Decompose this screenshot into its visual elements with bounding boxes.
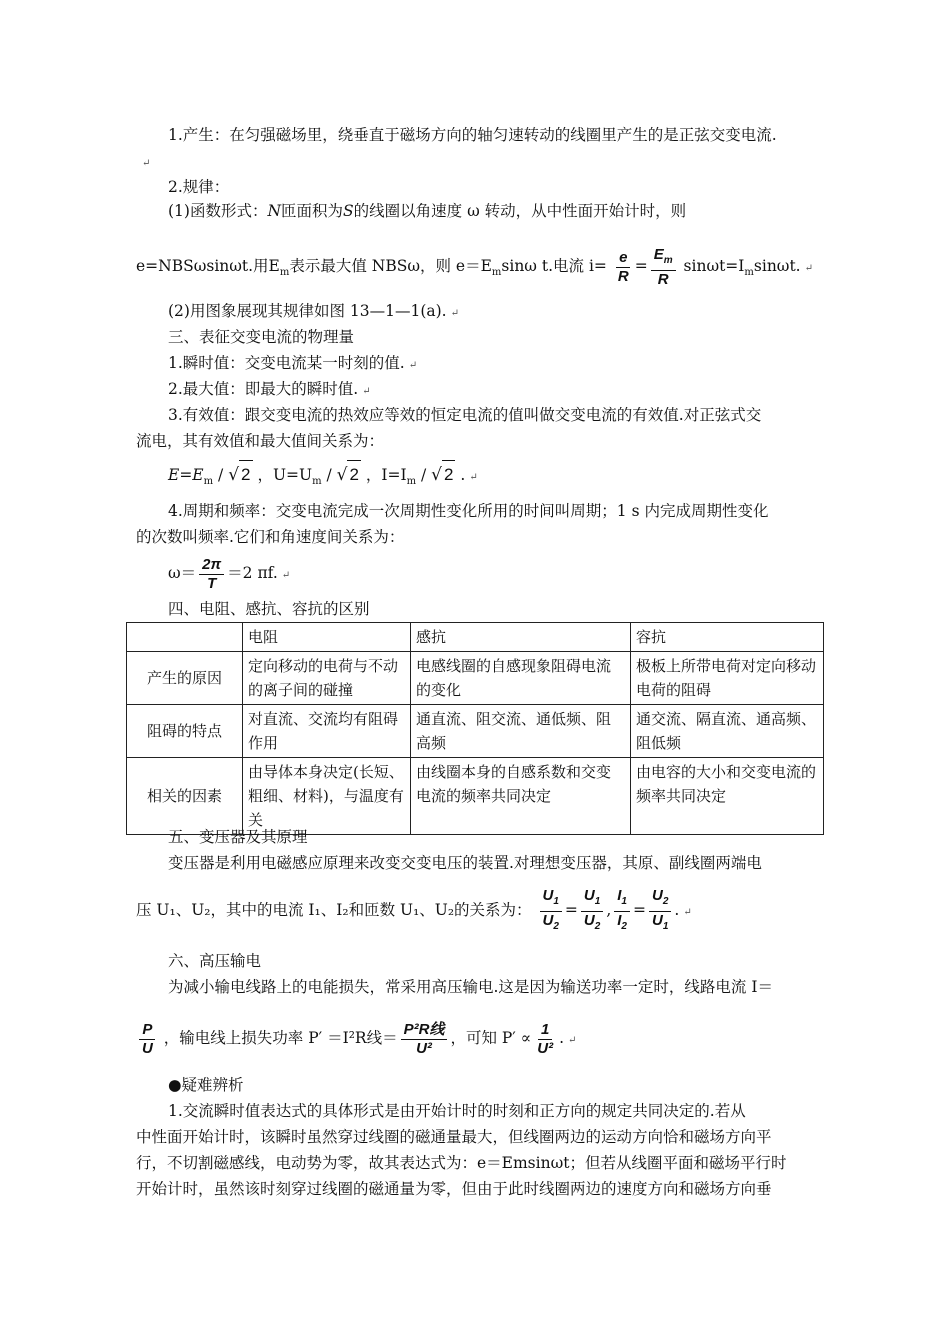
section-3-title: 三、表征交变电流的物理量 (168, 328, 355, 346)
table-cell: 电感线圈的自感现象阻碍电流的变化 (411, 652, 631, 705)
effective-value-1: 3.有效值：跟交变电流的热效应等效的恒定电流的值叫做交变电流的有效值.对正弦式交 (168, 406, 762, 424)
row-label: 阻碍的特点 (127, 705, 243, 758)
instantaneous-value: 1.瞬时值：交变电流某一时刻的值. ↵ (168, 354, 418, 372)
table-header-cell: 容抗 (631, 623, 824, 652)
period-frequency-2: 的次数叫频率.它们和角速度间关系为： (136, 528, 405, 546)
difficulty-title: ●疑难辨析 (168, 1076, 244, 1094)
table-header-cell: 感抗 (411, 623, 631, 652)
transformer-para-1: 变压器是利用电磁感应原理来改变交变电压的装置.对理想变压器，其原、副线圈两端电 (168, 854, 762, 872)
table-row (127, 758, 824, 835)
table-header-cell: 电阻 (243, 623, 411, 652)
fraction-n2-n1: $\frac{U_2}{U_1}$ (649, 887, 671, 936)
section-6-title: 六、高压输电 (168, 952, 262, 970)
table-header-row (127, 623, 824, 652)
omega-formula: ω＝ $\frac{2\pi}{T}$ ＝2 πf. ↵ (168, 555, 291, 592)
para-graph: (2)用图象展现其规律如图 13—1—1(a). ↵ (168, 302, 459, 320)
difficulty-line-2: 中性面开始计时，该瞬时虽然穿过线圈的磁通量最大，但线圈两边的运动方向恰和磁场方向平 (136, 1128, 772, 1146)
table-cell: 由电容的大小和交变电流的频率共同决定 (631, 758, 824, 835)
fraction-e-over-r: $\frac{e}{R}$ (617, 248, 629, 285)
table-row (127, 705, 824, 758)
effective-value-2: 流电，其有效值和最大值间关系为： (136, 432, 385, 450)
table-row (127, 652, 824, 705)
fraction-em-over-r: $\frac{E_m}{R}$ (651, 246, 676, 289)
section-5-title: 五、变压器及其原理 (168, 828, 308, 846)
table-cell: 对直流、交流均有阻碍作用 (243, 705, 411, 758)
table-cell: 由线圈本身的自感系数和交变电流的频率共同决定 (411, 758, 631, 835)
table-cell: 由导体本身决定(长短、粗细、材料)，与温度有关 (243, 758, 411, 835)
period-frequency-1: 4.周期和频率：交变电流完成一次周期性变化所用的时间叫周期；1 s 内完成周期性变化 (168, 502, 769, 520)
transformer-para-2: 压 U₁、U₂，其中的电流 I₁、I₂和匝数 U₁、U₂的关系为： $\frac{U_1}{U_2}$ = $\frac{U_1}{U_2}$ , $\frac{I_1}{I_2}$ = $\frac{U_2}{U_1}$ . ↵ (136, 886, 692, 937)
comparison-table (126, 622, 824, 835)
para-function-form: (1)函数形式：N匝面积为S的线圈以角速度 ω 转动，从中性面开始计时，则 (168, 202, 687, 220)
return-mark: ↵ (142, 158, 151, 169)
row-label: 相关的因素 (127, 758, 243, 835)
table-cell: 通交流、隔直流、通高频、阻低频 (631, 705, 824, 758)
fraction-1-over-u2: $\frac{1}{\text{U²}}$ (537, 1020, 554, 1057)
para-law: 2.规律： (168, 178, 230, 196)
section-4-title: 四、电阻、感抗、容抗的区别 (168, 600, 370, 618)
effective-formula: $E=E_m$ / √ 2 ，$U=U_m$ / √ 2 ，$I=I_m$ / √ 2 . ↵ (168, 460, 478, 496)
max-value: 2.最大值：即最大的瞬时值. ↵ (168, 380, 371, 398)
row-label: 产生的原因 (127, 652, 243, 705)
fraction-p2r-over-u2: $\frac{\text{P²R线}}{\text{U²}}$ (401, 1021, 448, 1058)
fraction-i1-i2: $\frac{I_1}{I_2}$ (614, 887, 630, 936)
table-cell: 定向移动的电荷与不动的离子间的碰撞 (243, 652, 411, 705)
fraction-2pi-over-t: $\frac{2\pi}{T}$ (199, 556, 224, 593)
para-generation: 1.产生：在匀强磁场里，绕垂直于磁场方向的轴匀速转动的线圈里产生的是正弦交变电流. (168, 126, 777, 144)
para-formula-e: e=NBSωsinωt.用$E_m$表示最大值 NBSω，则 $e=E_m\sin\omega$ t.电流 i= $\frac{e}{R}$ = $\frac{E_m}{R}$ $\sin\omega t=I_m\sin\omega t$. ↵ (136, 245, 813, 288)
table-cell: 极板上所带电荷对定向移动电荷的阻碍 (631, 652, 824, 705)
table-header-cell (127, 623, 243, 652)
difficulty-line-4: 开始计时，虽然该时刻穿过线圈的磁通量为零，但由于此时线圈两边的速度方向和磁场方向垂 (136, 1180, 772, 1198)
fraction-n1-n2: $\frac{U_1}{U_2}$ (581, 887, 603, 936)
transmission-formula: $\frac{P}{U}$ ，输电线上损失功率 P′ ＝I²R线＝ $\frac{\text{P²R线}}{\text{U²}}$ ，可知 P′ ∝ $\frac{1}{\text{U²}}$ . ↵ (136, 1014, 576, 1065)
table-cell: 通直流、阻交流、通低频、阻高频 (411, 705, 631, 758)
difficulty-line-3: 行，不切割磁感线，电动势为零，故其表达式为：e＝Emsinωt；但若从线圈平面和磁场平行时 (136, 1154, 787, 1172)
transmission-para-1: 为减小输电线路上的电能损失，常采用高压输电.这是因为输送功率一定时，线路电流 I＝ (168, 978, 773, 996)
difficulty-line-1: 1.交流瞬时值表达式的具体形式是由开始计时的时刻和正方向的规定共同决定的.若从 (168, 1102, 746, 1120)
fraction-u1-u2: $\frac{U_1}{U_2}$ (540, 887, 562, 936)
fraction-p-over-u: $\frac{P}{U}$ (139, 1021, 156, 1058)
